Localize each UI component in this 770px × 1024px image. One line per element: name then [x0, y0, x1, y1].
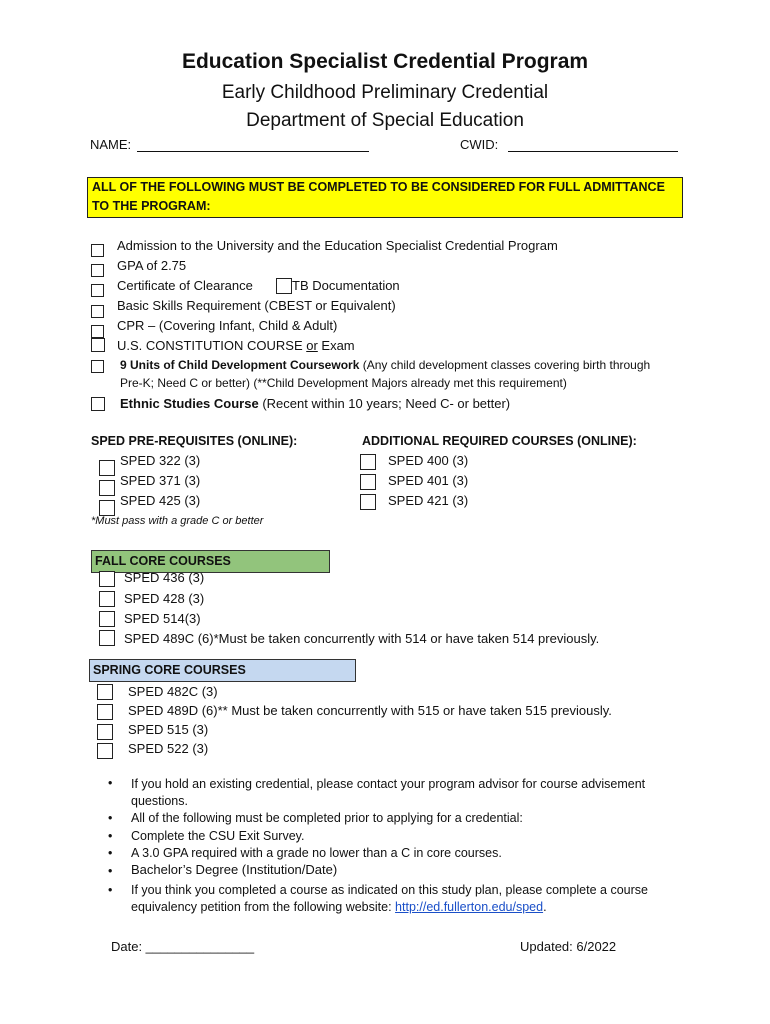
note-gpa-requirement: A 3.0 GPA required with a grade no lower than a C in core courses. [131, 846, 502, 860]
note-bachelors: Bachelor’s Degree (Institution/Date) [131, 862, 338, 877]
checkbox-sped-401[interactable] [360, 474, 376, 490]
checkbox-sped-515[interactable] [97, 724, 113, 740]
checkbox-ethnic-studies[interactable] [91, 397, 105, 411]
name-field[interactable] [137, 137, 369, 152]
note-exit-survey: Complete the CSU Exit Survey. [131, 829, 305, 843]
checkbox-basic-skills[interactable] [91, 305, 104, 318]
course-sped-436: SPED 436 (3) [124, 570, 205, 585]
item-clearance: Certificate of Clearance [117, 278, 253, 293]
sped-website-link[interactable]: http://ed.fullerton.edu/sped [395, 900, 544, 914]
course-sped-400: SPED 400 (3) [388, 453, 469, 468]
item-gpa: GPA of 2.75 [117, 258, 187, 273]
subtitle-credential: Early Childhood Preliminary Credential [221, 82, 549, 103]
bullet-4: • [108, 846, 113, 860]
checkbox-cpr[interactable] [91, 325, 104, 338]
course-sped-515: SPED 515 (3) [128, 722, 209, 737]
checkbox-gpa[interactable] [91, 264, 104, 277]
course-sped-371: SPED 371 (3) [120, 473, 201, 488]
item-tb: TB Documentation [292, 278, 400, 293]
subtitle-department: Department of Special Education [246, 110, 524, 131]
checkbox-sped-522[interactable] [97, 743, 113, 759]
course-sped-482c: SPED 482C (3) [128, 684, 218, 699]
checkbox-sped-436[interactable] [99, 571, 115, 587]
course-sped-514: SPED 514(3) [124, 611, 201, 626]
checkbox-constitution[interactable] [91, 338, 105, 352]
item-admission: Admission to the University and the Education Specialist Credential Program [117, 238, 558, 253]
item-child-dev: 9 Units of Child Development Coursework (Any child development classes covering birth through [120, 358, 651, 372]
checkbox-admission[interactable] [91, 244, 104, 257]
fall-core-heading: FALL CORE COURSES [91, 550, 330, 573]
cwid-label: CWID: [460, 137, 499, 152]
course-sped-421: SPED 421 (3) [388, 493, 469, 508]
checkbox-clearance[interactable] [91, 284, 104, 297]
name-label: NAME: [90, 137, 132, 152]
item-child-dev-line2: Pre-K; Need C or better) (**Child Development Majors already met this requirement) [120, 376, 567, 390]
note-existing-credential: If you hold an existing credential, please contact your program advisor for course advisement questions. [131, 777, 646, 808]
item-constitution: U.S. CONSTITUTION COURSE or Exam [117, 338, 355, 353]
bullet-2: • [108, 811, 113, 825]
checkbox-child-dev[interactable] [91, 360, 104, 373]
course-sped-425: SPED 425 (3) [120, 493, 201, 508]
checkbox-sped-489c[interactable] [99, 630, 115, 646]
checkbox-sped-425[interactable] [99, 500, 115, 516]
item-cpr: CPR – (Covering Infant, Child & Adult) [117, 318, 338, 333]
bullet-6: • [108, 883, 113, 897]
updated-date: Updated: 6/2022 [520, 939, 617, 954]
bullet-1: • [108, 776, 113, 790]
checkbox-sped-514[interactable] [99, 611, 115, 627]
checkbox-sped-428[interactable] [99, 591, 115, 607]
checkbox-sped-322[interactable] [99, 460, 115, 476]
checkbox-sped-371[interactable] [99, 480, 115, 496]
checkbox-sped-482c[interactable] [97, 684, 113, 700]
course-sped-522: SPED 522 (3) [128, 741, 209, 756]
admittance-banner: ALL OF THE FOLLOWING MUST BE COMPLETED TO BE CONSIDERED FOR FULL ADMITTANCE TO THE PROGRAM: [87, 177, 683, 218]
course-sped-428: SPED 428 (3) [124, 591, 205, 606]
checkbox-tb[interactable] [276, 278, 292, 294]
checkbox-sped-421[interactable] [360, 494, 376, 510]
page-title: Education Specialist Credential Program [181, 50, 589, 73]
checkbox-sped-489d[interactable] [97, 704, 113, 720]
note-equivalency-petition: If you think you completed a course as indicated on this study plan, please complete a course equivalency petition from the following website: http://ed.fullerton.edu/sped. [131, 883, 648, 914]
checkbox-sped-400[interactable] [360, 454, 376, 470]
date-field[interactable]: Date: _______________ [111, 939, 255, 954]
course-sped-322: SPED 322 (3) [120, 453, 201, 468]
bullet-5: • [108, 864, 113, 878]
note-prior-to-applying: All of the following must be completed prior to applying for a credential: [131, 811, 523, 825]
course-sped-489c: SPED 489C (6)*Must be taken concurrently with 514 or have taken 514 previously. [124, 631, 600, 646]
item-ethnic-studies: Ethnic Studies Course (Recent within 10 years; Need C- or better) [120, 396, 511, 411]
prereq-heading: SPED PRE-REQUISITES (ONLINE): [91, 434, 298, 448]
bullet-3: • [108, 829, 113, 843]
item-basic-skills: Basic Skills Requirement (CBEST or Equivalent) [117, 298, 396, 313]
spring-core-heading: SPRING CORE COURSES [89, 659, 356, 682]
cwid-field[interactable] [508, 137, 678, 152]
additional-heading: ADDITIONAL REQUIRED COURSES (ONLINE): [362, 434, 637, 448]
course-sped-401: SPED 401 (3) [388, 473, 469, 488]
course-sped-489d: SPED 489D (6)** Must be taken concurrently with 515 or have taken 515 previously. [128, 703, 612, 718]
prereq-note: *Must pass with a grade C or better [91, 515, 264, 527]
